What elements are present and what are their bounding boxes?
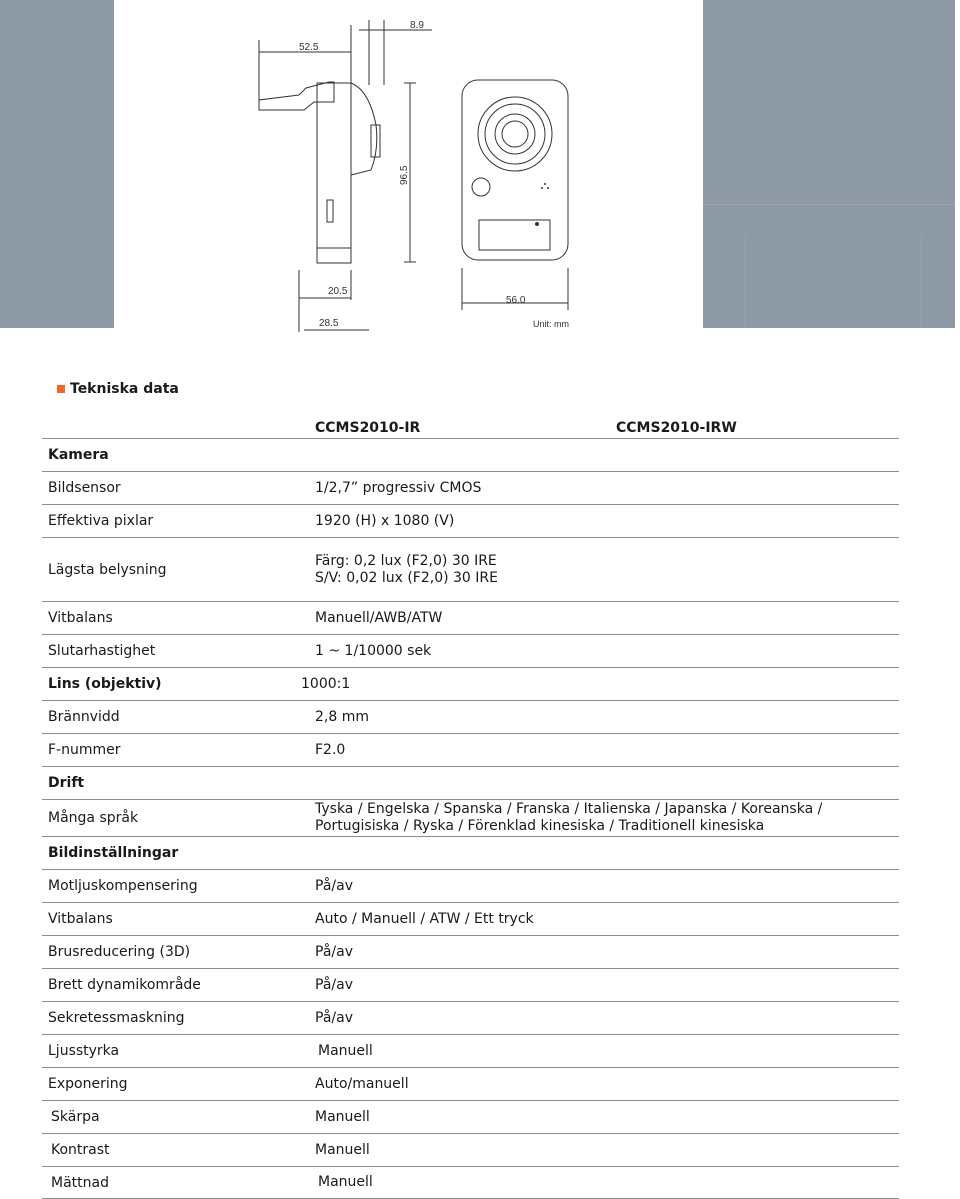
dim-top-width: 52.5 — [299, 42, 319, 53]
section-title: Tekniska data — [70, 381, 179, 397]
table-row — [42, 438, 899, 471]
table-row — [42, 1034, 899, 1067]
table-row — [42, 601, 899, 634]
table-row — [42, 1067, 899, 1100]
row-label: Bildsensor — [48, 480, 121, 496]
row-value: Manuell — [315, 1141, 370, 1158]
dim-overall-depth: 28.5 — [319, 318, 339, 329]
row-label: Drift — [48, 775, 85, 791]
column-header-irw: CCMS2010-IRW — [616, 420, 737, 436]
row-label: Brett dynamikområde — [48, 977, 201, 993]
dimension-drawing — [114, 0, 703, 332]
row-value: Manuell — [318, 1174, 373, 1190]
row-value: Manuell/AWB/ATW — [315, 609, 443, 626]
spec-table — [42, 438, 899, 1199]
row-label: Mättnad — [51, 1174, 109, 1191]
row-value: 1/2,7” progressiv CMOS — [315, 479, 482, 496]
table-row — [42, 733, 899, 766]
table-row — [42, 1166, 899, 1199]
table-row — [42, 700, 899, 733]
table-row — [42, 836, 899, 869]
gray-panel-left — [0, 0, 114, 328]
row-value: 1920 (H) x 1080 (V) — [315, 512, 455, 529]
table-row — [42, 935, 899, 968]
table-row — [42, 799, 899, 836]
row-label: Bildinställningar — [48, 845, 179, 861]
row-label: Kamera — [48, 447, 109, 463]
table-row — [42, 968, 899, 1001]
table-row — [42, 902, 899, 935]
row-value: Auto / Manuell / ATW / Ett tryck — [315, 910, 534, 927]
row-label: Ljusstyrka — [48, 1043, 120, 1059]
row-value: På/av — [315, 1009, 353, 1026]
column-header-ir: CCMS2010-IR — [315, 420, 421, 436]
row-label: Lägsta belysning — [48, 561, 167, 578]
dim-height: 96.5 — [399, 165, 410, 185]
row-label: Effektiva pixlar — [48, 513, 154, 529]
table-row — [42, 1133, 899, 1166]
dim-base-depth: 20.5 — [328, 286, 348, 297]
table-row — [42, 869, 899, 902]
row-value: 1 ~ 1/10000 sek — [315, 642, 432, 659]
row-label: Sekretessmaskning — [48, 1010, 185, 1026]
unit-label: Unit: mm — [533, 319, 569, 329]
dim-depth: 8.9 — [410, 20, 424, 31]
row-label: Exponering — [48, 1076, 128, 1092]
row-value: F2.0 — [315, 741, 346, 758]
row-value-multiline: Färg: 0,2 lux (F2,0) 30 IRE S/V: 0,02 lux (F2,0) 30 IRE — [315, 552, 498, 586]
table-row — [42, 537, 899, 601]
table-row — [42, 634, 899, 667]
row-label: F-nummer — [48, 742, 121, 758]
section-heading — [57, 381, 179, 397]
table-row — [42, 471, 899, 504]
row-value: Auto/manuell — [315, 1075, 409, 1092]
row-value: På/av — [315, 943, 353, 960]
row-value-multiline: Tyska / Engelska / Spanska / Franska / Italienska / Japanska / Koreanska / Portugisiska / Ryska / Förenklad kinesiska / Traditionell kinesiska — [315, 801, 823, 834]
table-row — [42, 504, 899, 537]
table-row — [42, 1100, 899, 1133]
row-value: På/av — [315, 976, 353, 993]
row-label: Brännvidd — [48, 709, 120, 725]
row-label: Vitbalans — [48, 911, 113, 927]
row-label: Vitbalans — [48, 610, 113, 626]
table-row — [42, 667, 899, 700]
row-value: 2,8 mm — [315, 708, 369, 725]
row-label: Skärpa — [51, 1109, 100, 1125]
bullet-square-icon — [57, 385, 65, 393]
row-value: 1000:1 — [301, 675, 351, 692]
dim-front-width: 56.0 — [506, 295, 526, 306]
row-label: Brusreducering (3D) — [48, 944, 191, 960]
row-value: På/av — [315, 877, 353, 894]
row-label: Motljuskompensering — [48, 878, 198, 894]
gray-panel-right — [703, 0, 955, 328]
table-row — [42, 766, 899, 799]
row-value: Manuell — [315, 1108, 370, 1125]
row-label: Kontrast — [51, 1142, 110, 1158]
row-label: Slutarhastighet — [48, 643, 156, 659]
row-value: Manuell — [318, 1042, 373, 1059]
row-label: Lins (objektiv) — [48, 676, 162, 692]
table-row — [42, 1001, 899, 1034]
row-label: Många språk — [48, 810, 139, 826]
